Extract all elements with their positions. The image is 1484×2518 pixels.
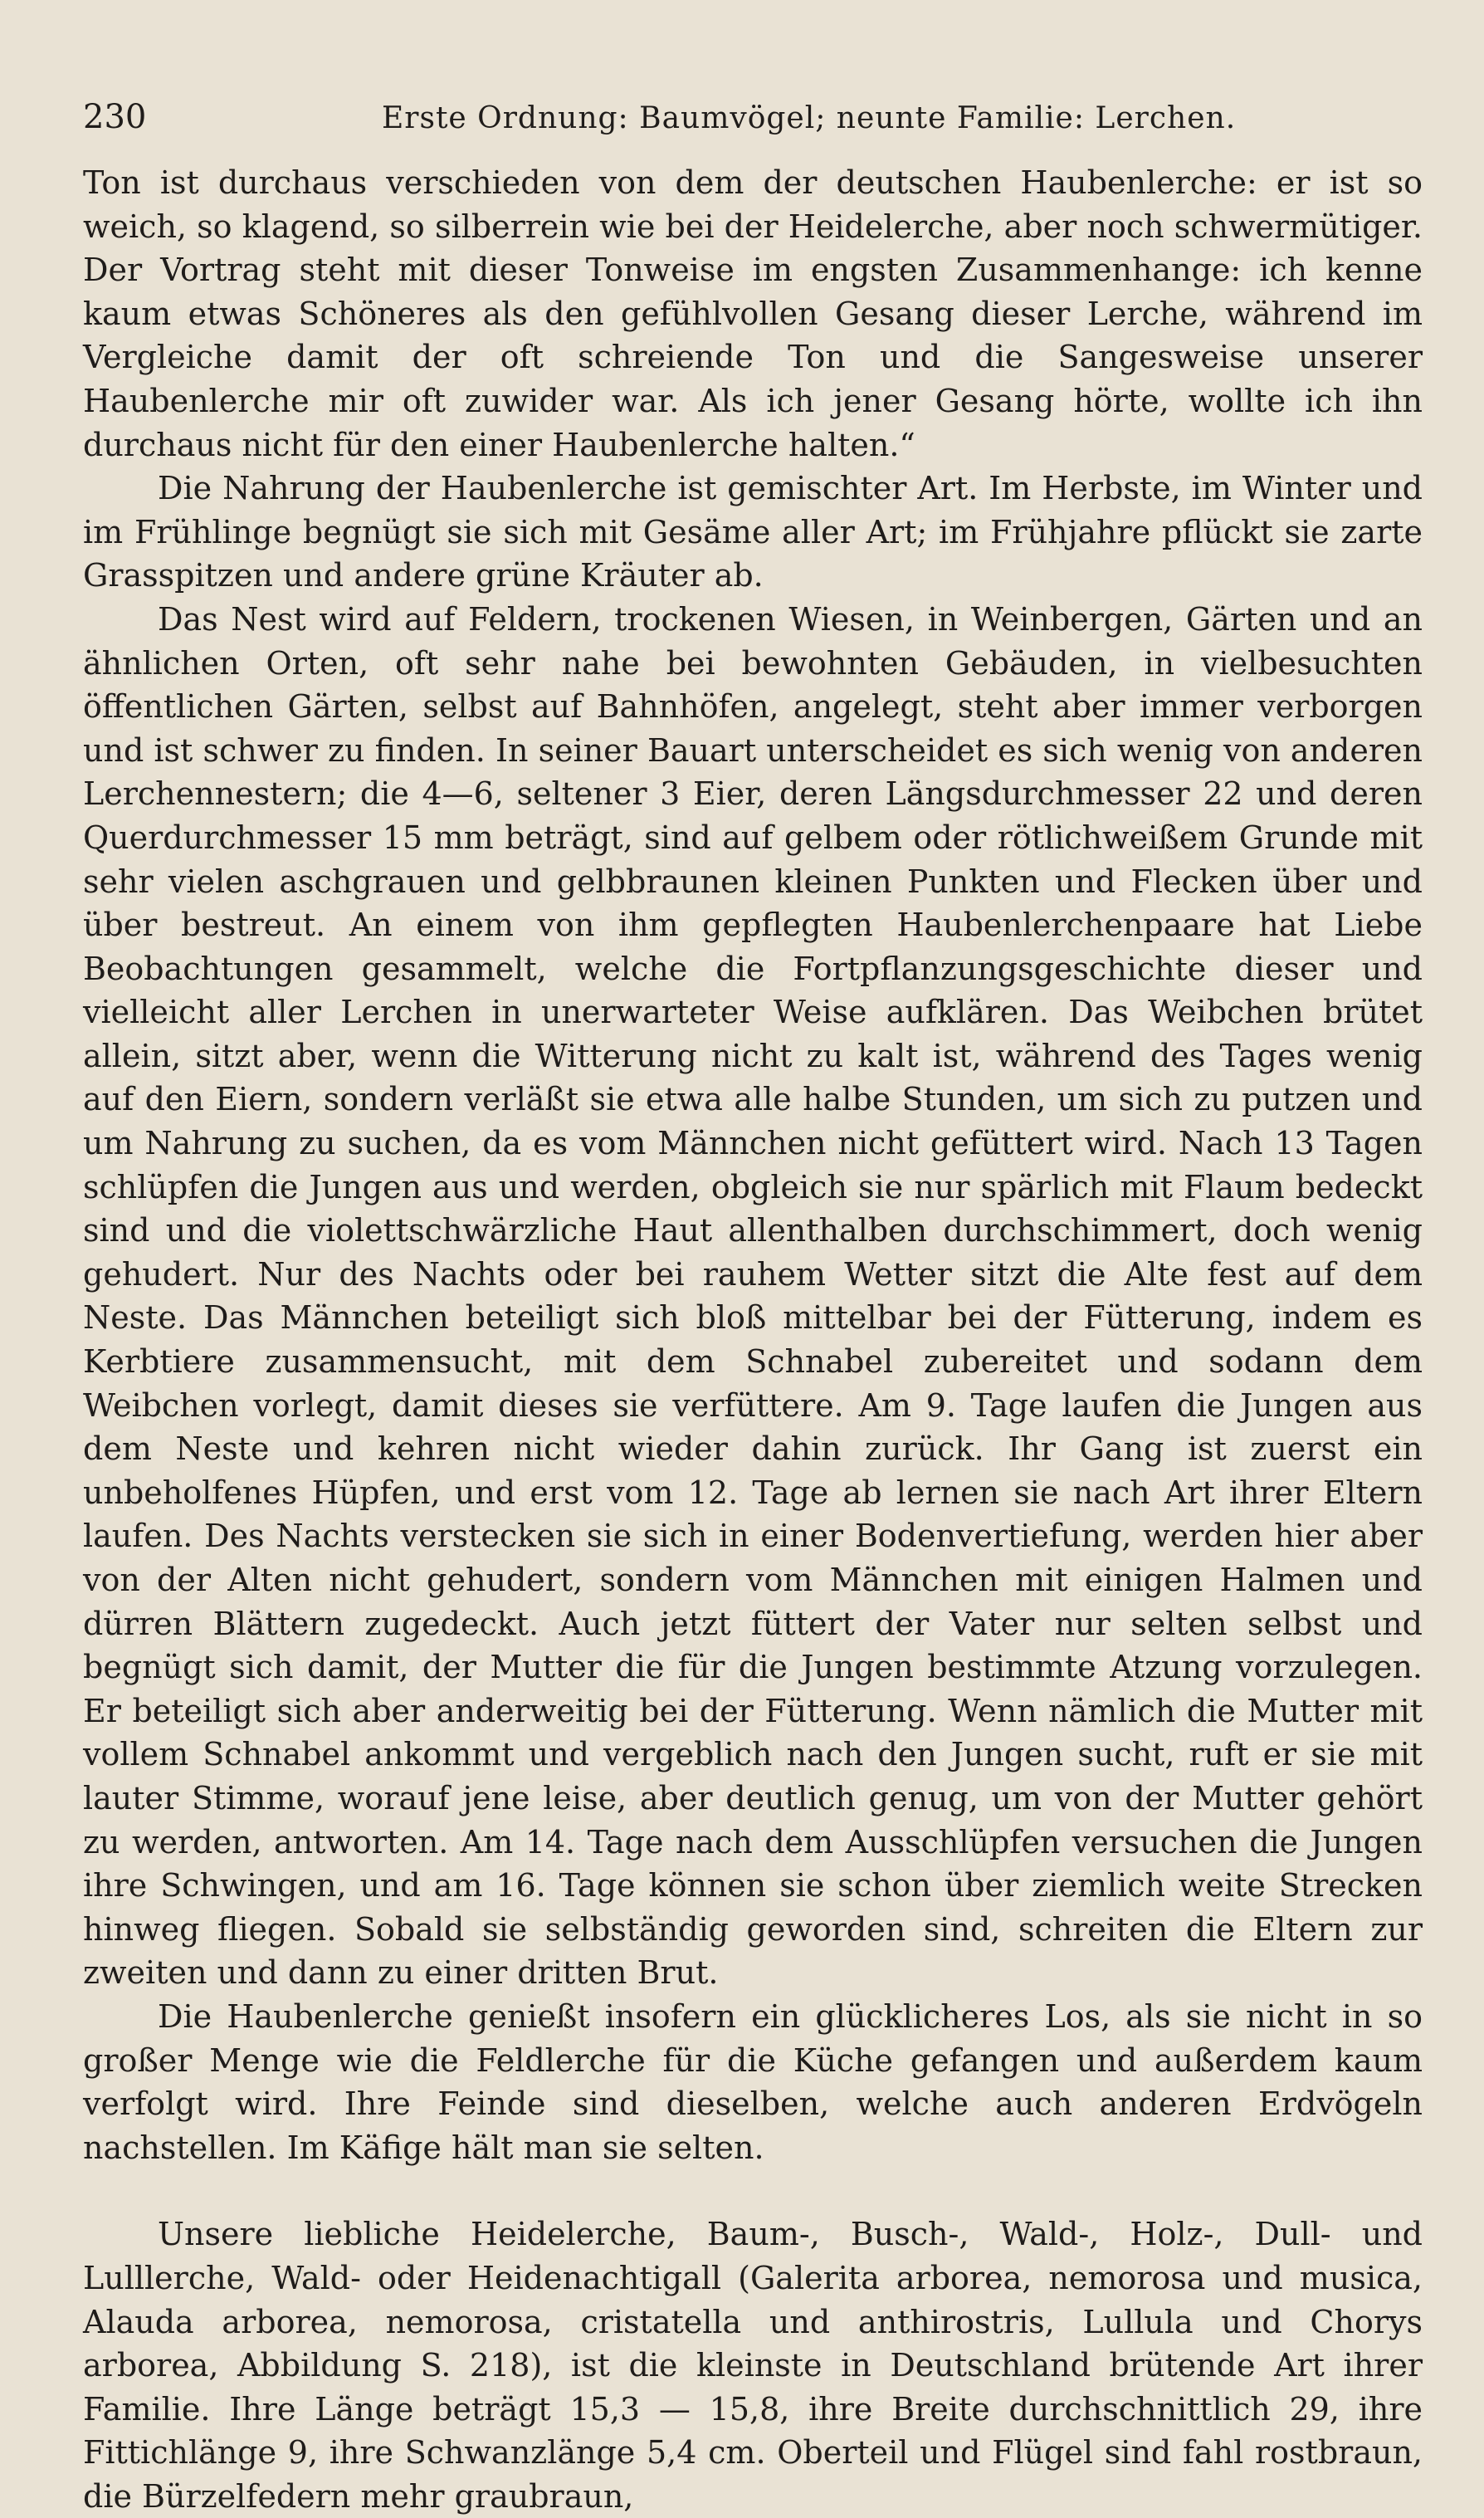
- paragraph-heidelerche: Unsere liebliche Heidelerche, Baum-, Busch-, Wald-, Holz-, Dull- und Lulllerche, Wald- oder Heidenachtigall (Galerita arborea, nemorosa und musica, Alauda arborea, nemorosa, cristatella und anthirostris, Lullula und Chorys arborea, Abbildung S. 218), ist die kleinste in Deutschland brütende Art ihrer Familie. Ihre Länge beträgt 15,3 — 15,8, ihre Breite durchschnittlich 29, ihre Fittichlänge 9, ihre Schwanzlänge 5,4 cm. Oberteil und Flügel sind fahl rostbraun, die Bürzelfedern mehr graubraun,: [83, 2216, 1423, 2515]
- body-text: [83, 161, 1423, 2518]
- paragraph-food: Die Nahrung der Haubenlerche ist gemischter Art. Im Herbste, im Winter und im Frühlinge begnügt sie sich mit Gesäme aller Art; im Frühjahre pflückt sie zarte Grasspitzen und andere grüne Kräuter ab.: [83, 470, 1423, 594]
- page-header: [83, 98, 1423, 136]
- running-title: Erste Ordnung: Baumvögel; neunte Familie: Lerchen.: [382, 101, 1237, 135]
- paragraph-song-continuation: Ton ist durchaus verschieden von dem der deutschen Haubenlerche: er ist so weich, so klagend, so silberrein wie bei der Heidelerche, aber noch schwermütiger. Der Vortrag steht mit dieser Tonweise im engsten Zusammenhange: ich kenne kaum etwas Schöneres als den gefühlvollen Gesang dieser Lerche, während im Vergleiche damit der oft schreiende Ton und die Sangesweise unserer Haubenlerche mir oft zuwider war. Als ich jener Gesang hörte, wollte ich ihn durchaus nicht für den einer Haubenlerche halten.“: [83, 164, 1423, 463]
- paragraph-enemies: Die Haubenlerche genießt insofern ein glücklicheres Los, als sie nicht in so großer Menge wie die Feldlerche für die Küche gefangen und außerdem kaum verfolgt wird. Ihre Feinde sind dieselben, welche auch anderen Erdvögeln nachstellen. Im Käfige hält man sie selten.: [83, 1997, 1423, 2166]
- page-number: 230: [83, 98, 147, 136]
- paragraph-nest: Das Nest wird auf Feldern, trockenen Wiesen, in Weinbergen, Gärten und an ähnlichen Orten, oft sehr nahe bei bewohnten Gebäuden, in vielbesuchten öffentlichen Gärten, selbst auf Bahnhöfen, angelegt, steht aber immer verborgen und ist schwer zu finden. In seiner Bauart unterscheidet es sich wenig von anderen Lerchennestern; die 4—6, seltener 3 Eier, deren Längsdurchmesser 22 und deren Querdurchmesser 15 mm beträgt, sind auf gelbem oder rötlichweißem Grunde mit sehr vielen aschgrauen und gelbbraunen kleinen Punkten und Flecken über und über bestreut. An einem von ihm gepflegten Haubenlerchenpaare hat Liebe Beobachtungen gesammelt, welche die Fortpflanzungsgeschichte dieser und vielleicht aller Lerchen in unerwarteter Weise aufklären. Das Weibchen brütet allein, sitzt aber, wenn die Witterung nicht zu kalt ist, während des Tages wenig auf den Eiern, sondern verläßt sie etwa alle halbe Stunden, um sich zu putzen und um Nahrung zu suchen, da es vom Männchen nicht gefüttert wird. Nach 13 Tagen schlüpfen die Jungen aus und werden, obgleich sie nur spärlich mit Flaum bedeckt sind und die violettschwärzliche Haut allenthalben durchschimmert, doch wenig gehudert. Nur des Nachts oder bei rauhem Wetter sitzt die Alte fest auf dem Neste. Das Männchen beteiligt sich bloß mittelbar bei der Fütterung, indem es Kerbtiere zusammensucht, mit dem Schnabel zubereitet und sodann dem Weibchen vorlegt, damit dieses sie verfüttere. Am 9. Tage laufen die Jungen aus dem Neste und kehren nicht wieder dahin zurück. Ihr Gang ist zuerst ein unbeholfenes Hüpfen, und erst vom 12. Tage ab lernen sie nach Art ihrer Eltern laufen. Des Nachts verstecken sie sich in einer Bodenvertiefung, werden hier aber von der Alten nicht gehudert, sondern vom Männchen mit einigen Halmen und dürren Blättern zugedeckt. Auch jetzt füttert der Vater nur selten selbst und begnügt sich damit, der Mutter die für die Jungen bestimmte Atzung vorzulegen. Er beteiligt sich aber anderweitig bei der Fütterung. Wenn nämlich die Mutter mit vollem Schnabel ankommt und vergeblich nach den Jungen sucht, ruft er sie mit lauter Stimme, worauf jene leise, aber deutlich genug, um von der Mutter gehört zu werden, antworten. Am 14. Tage nach dem Ausschlüpfen versuchen die Jungen ihre Schwingen, und am 16. Tage können sie schon über ziemlich weite Strecken hinweg fliegen. Sobald sie selbständig geworden sind, schreiten die Eltern zur zweiten und dann zu einer dritten Brut.: [83, 600, 1423, 1992]
